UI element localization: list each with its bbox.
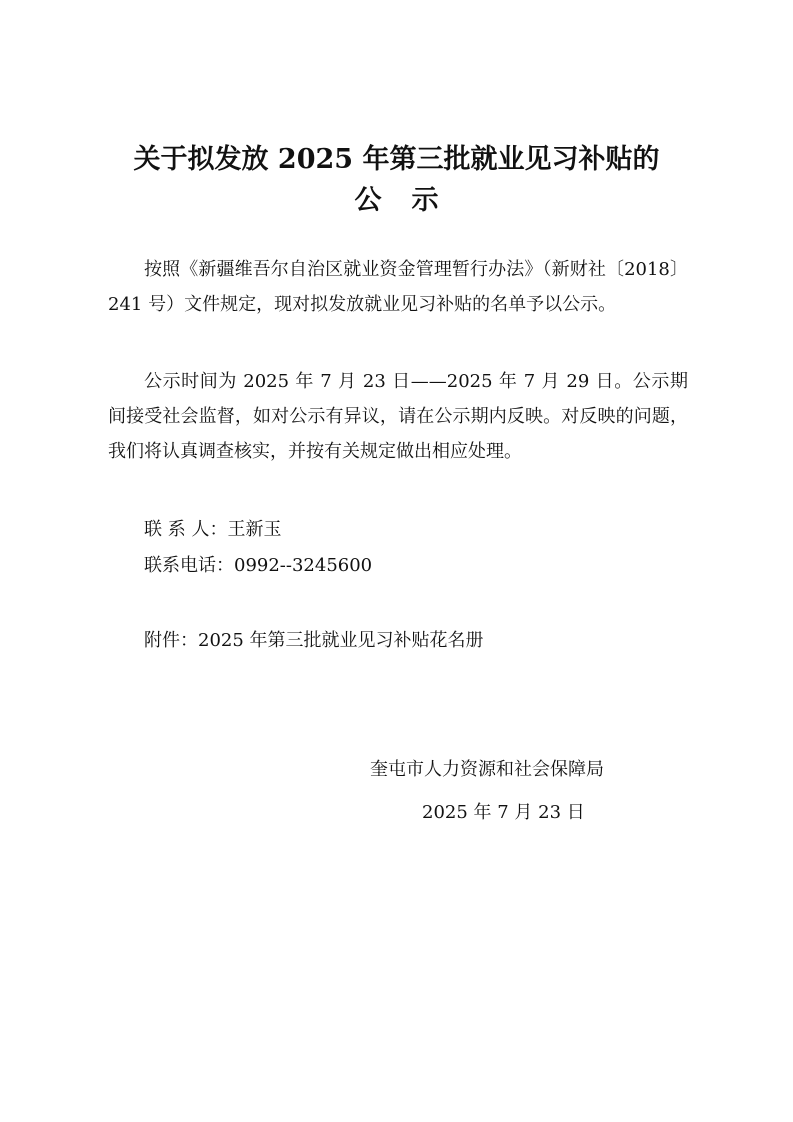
issuer-organization: 奎屯市人力资源和社会保障局 — [370, 759, 604, 780]
paragraph-regulation — [108, 252, 688, 322]
paragraph-period-text: 公示时间为 2025 年 7 月 23 日——2025 年 7 月 29 日。公示期间接受社会监督，如对公示有异议，请在公示期内反映。对反映的问题，我们将认真调查核实，并按有关规定做出相应处理。 — [108, 371, 688, 462]
contact-person: 联 系 人：王新玉 — [144, 519, 282, 540]
document-title-line2: 公示 — [354, 185, 469, 216]
contact-phone: 联系电话：0992--3245600 — [144, 555, 373, 576]
issue-date: 2025 年 7 月 23 日 — [422, 802, 585, 823]
paragraph-period — [108, 364, 688, 469]
paragraph-regulation-text: 按照《新疆维吾尔自治区就业资金管理暂行办法》（新财社〔2018〕241 号）文件规定，现对拟发放就业见习补贴的名单予以公示。 — [108, 259, 688, 315]
attachment-line: 附件：2025 年第三批就业见习补贴花名册 — [144, 630, 484, 651]
document-title-line1: 关于拟发放 2025 年第三批就业见习补贴的 — [133, 144, 660, 175]
